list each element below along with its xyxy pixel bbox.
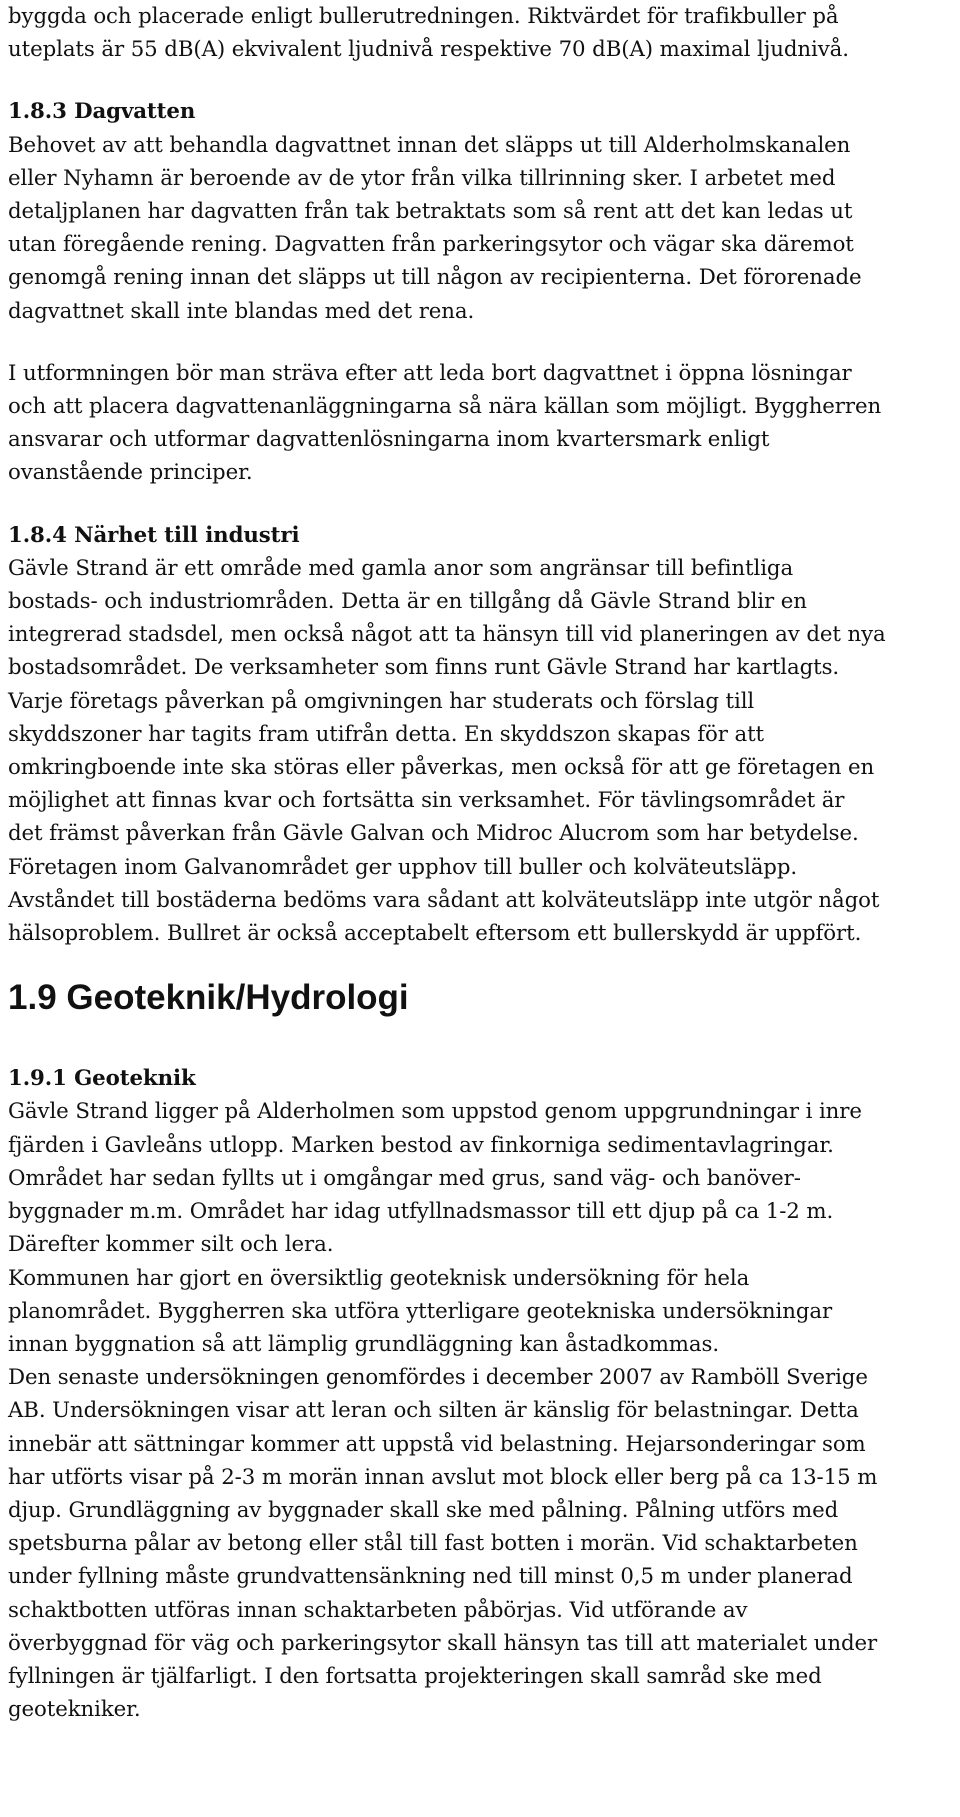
text-line: fyllningen är tjälfarligt. I den fortsatta projekteringen skall samråd ske med (8, 1663, 822, 1689)
text-line: Företagen inom Galvanområdet ger upphov till buller och kolväteutsläpp. (8, 854, 798, 880)
text-line: omkringboende inte ska störas eller påverkas, men också för att ge företagen en (8, 755, 875, 781)
text-line: djup. Grundläggning av byggnader skall ske med pålning. Pålning utförs med (8, 1497, 839, 1523)
text-line: geotekniker. (8, 1697, 141, 1723)
section-heading: 1.9.1 Geoteknik (8, 1066, 196, 1092)
text-line: under fyllning måste grundvattensänkning ned till minst 0,5 m under planerad (8, 1564, 853, 1590)
chapter-heading: 1.9 Geoteknik/Hydrologi (8, 978, 409, 1018)
text-line: Behovet av att behandla dagvattnet innan det släpps ut till Alderholmskanalen (8, 132, 851, 158)
section-heading: 1.8.3 Dagvatten (8, 99, 196, 125)
text-line: utan föregående rening. Dagvatten från parkeringsytor och vägar ska däremot (8, 232, 854, 258)
text-line: uteplats är 55 dB(A) ekvivalent ljudnivå respektive 70 dB(A) maximal ljudnivå. (8, 37, 849, 63)
text-line: Varje företags påverkan på omgivningen har studerats och förslag till (8, 688, 755, 714)
text-line: bostadsområdet. De verksamheter som finns runt Gävle Strand har kartlagts. (8, 655, 840, 681)
text-line: skyddszoner har tagits fram utifrån detta. En skyddszon skapas för att (8, 721, 764, 747)
text-line: överbyggnad för väg och parkeringsytor skall hänsyn tas till att materialet under (8, 1630, 878, 1656)
text-line: möjlighet att finnas kvar och fortsätta sin verksamhet. För tävlingsområdet är (8, 788, 845, 814)
text-line: och att placera dagvattenanläggningarna så nära källan som möjligt. Byggherren (8, 394, 882, 420)
intro-paragraph (8, 0, 953, 66)
section-geoteknik (8, 1062, 953, 1726)
text-line: schaktbotten utföras innan schaktarbeten påbörjas. Vid utförande av (8, 1597, 748, 1623)
text-line: Kommunen har gjort en översiktlig geoteknisk undersökning för hela (8, 1265, 750, 1291)
text-line: det främst påverkan från Gävle Galvan och Midroc Alucrom som har betydelse. (8, 821, 859, 847)
text-line: Avståndet till bostäderna bedöms vara sådant att kolväteutsläpp inte utgör något (8, 887, 880, 913)
text-line: Gävle Strand är ett område med gamla anor som angränsar till befintliga (8, 555, 794, 581)
text-line: byggnader m.m. Området har idag utfyllnadsmassor till ett djup på ca 1-2 m. (8, 1199, 834, 1225)
text-line: ansvarar och utformar dagvattenlösningarna inom kvartersmark enligt (8, 427, 770, 453)
text-line: innan byggnation så att lämplig grundläggning kan åstadkommas. (8, 1331, 720, 1357)
text-line: byggda och placerade enligt bullerutredningen. Riktvärdet för trafikbuller på (8, 4, 839, 29)
document-page (8, 0, 953, 1726)
text-line: innebär att sättningar kommer att uppstå vid belastning. Hejarsonderingar som (8, 1431, 866, 1457)
text-line: ovanstående principer. (8, 460, 253, 486)
text-line: spetsburna pålar av betong eller stål till fast botten i morän. Vid schaktarbeten (8, 1531, 858, 1557)
section-heading: 1.8.4 Närhet till industri (8, 522, 300, 548)
text-line: integrerad stadsdel, men också något att ta hänsyn till vid planeringen av det nya (8, 622, 886, 648)
text-line: detaljplanen har dagvatten från tak betraktats som så rent att det kan ledas ut (8, 199, 853, 225)
section-industri (8, 519, 953, 951)
text-line: I utformningen bör man sträva efter att leda bort dagvattnet i öppna lösningar (8, 360, 852, 386)
text-line: AB. Undersökningen visar att leran och silten är känslig för belastningar. Detta (8, 1398, 859, 1424)
section-dagvatten (8, 95, 953, 327)
dagvatten-paragraph-2 (8, 357, 953, 490)
text-line: Den senaste undersökningen genomfördes i december 2007 av Ramböll Sverige (8, 1365, 868, 1391)
text-line: Därefter kommer silt och lera. (8, 1232, 334, 1258)
text-line: Gävle Strand ligger på Alderholmen som uppstod genom uppgrundningar i inre (8, 1099, 862, 1125)
text-line: eller Nyhamn är beroende av de ytor från vilka tillrinning sker. I arbetet med (8, 165, 836, 191)
text-line: Området har sedan fyllts ut i omgångar med grus, sand väg- och banöver- (8, 1165, 801, 1191)
text-line: har utförts visar på 2-3 m morän innan avslut mot block eller berg på ca 13-15 m (8, 1464, 878, 1490)
text-line: dagvattnet skall inte blandas med det rena. (8, 298, 475, 324)
text-line: bostads- och industriområden. Detta är en tillgång då Gävle Strand blir en (8, 589, 807, 615)
text-line: hälsoproblem. Bullret är också acceptabelt eftersom ett bullerskydd är uppfört. (8, 921, 862, 947)
text-line: genomgå rening innan det släpps ut till någon av recipienterna. Det förorenade (8, 265, 862, 291)
text-line: planområdet. Byggherren ska utföra ytterligare geotekniska undersökningar (8, 1298, 833, 1324)
text-line: fjärden i Gavleåns utlopp. Marken bestod av finkorniga sedimentavlagringar. (8, 1132, 834, 1158)
